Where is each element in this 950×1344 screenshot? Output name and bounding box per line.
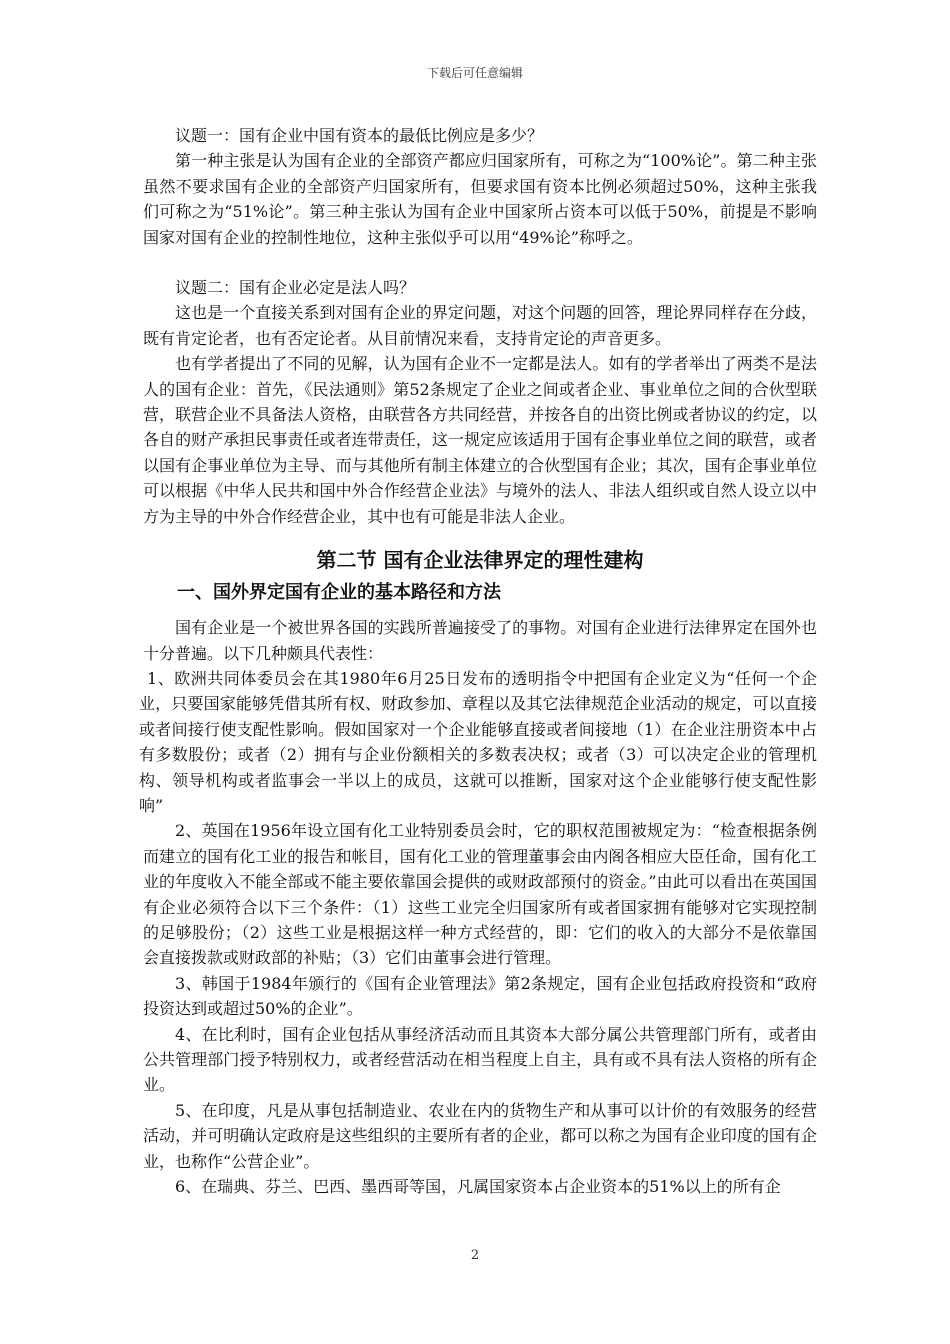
list-item-india: 5、在印度，凡是从事包括制造业、农业在内的货物生产和从事可以计价的有效服务的经营活动，并可明确认定政府是这些组织的主要所有者的企业，都可以称之为国有企业印度的国有企业，也称作“公营企业”。 (143, 1100, 817, 1171)
topic1-title: 议题一：国有企业中国有资本的最低比例应是多少？ (175, 126, 544, 145)
paragraph-gap (143, 250, 817, 275)
topic2-paragraph-1: 这也是一个直接关系到对国有企业的界定问题，对这个问题的回答，理论界同样存在分歧，既有肯定论者，也有否定论者。从目前情况来看，支持肯定论的声音更多。 (143, 303, 817, 348)
list-item-belgium: 4、在比利时，国有企业包括从事经济活动而且其资本大部分属公共管理部门所有，或者由公共管理部门授予特别权力，或者经营活动在相当程度上自主，具有或不具有法人资格的所有企业。 (143, 1024, 817, 1095)
topic2-title: 议题二：国有企业必定是法人吗？ (175, 278, 416, 298)
list-item-eec: 1、欧洲共同体委员会在其1980年6月25日发布的透明指令中把国有企业定义为“任何一个企业，只要国家能够凭借其所有权、财政参加、章程以及其它法律规范企业活动的规定，可以直接或者间接行使支配性影响。假如国家对一个企业能够直接或者间接地（1）在企业注册资本中占有多数股份；或者（2）拥有与企业份额相关的多数表决权；或者（3）可以决定企业的管理机构、领导机构或者监事会一半以上的成员，这就可以推断，国家对这个企业能够行使支配性影响” (139, 668, 817, 815)
topic2-paragraph-2: 也有学者提出了不同的见解，认为国有企业不一定都是法人。如有的学者举出了两类不是法人的国有企业：首先，《民法通则》第52条规定了企业之间或者企业、事业单位之间的合伙型联营，联营企业不具备法人资格，由联营各方共同经营，并按各自的出资比例或者协议的约定，以各自的财产承担民事责任或者连带责任，这一规定应该适用于国有企事业单位之间的联营，或者以国有企事业单位为主导、而与其他所有制主体建立的合伙型国有企业；其次，国有企事业单位可以根据《中华人民共和国中外合作经营企业法》与境外的法人、非法人组织或自然人设立以中方为主导的中外合作经营企业，其中也有可能是非法人企业。 (143, 354, 817, 526)
list-item-uk: 2、英国在1956年设立国有化工业特别委员会时，它的职权范围被规定为：“检查根据条例而建立的国有化工业的报告和帐目，国有化工业的管理董事会由内阁各相应大臣任命，国有化工业的年度收入不能全部或不能主要依靠国会提供的或财政部预付的资金。”由此可以看出在英国国有企业必须符合以下三个条件：（1）这些工业完全归国家所有或者国家拥有能够对它实现控制的足够股份；（2）这些工业是根据这样一种方式经营的，即：它们的收入的大部分不是依靠国会直接拨款或财政部的补贴；（3）它们由董事会进行管理。 (143, 821, 817, 968)
topic1-paragraph: 第一种主张是认为国有企业的全部资产都应归国家所有，可称之为“100%论”。第二种主张虽然不要求国有企业的全部资产归国家所有，但要求国有资本比例必须超过50%，这种主张我们可称之为“51%论”。第三种主张认为国有企业中国家所占资本可以低于50%，前提是不影响国家对国有企业的控制性地位，这种主张似乎可以用“49%论”称呼之。 (143, 151, 817, 247)
list-item-korea: 3、韩国于1984年颁行的《国有企业管理法》第2条规定，国有企业包括政府投资和“政府投资达到或超过50%的企业”。 (143, 973, 817, 1019)
list-item-others: 6、在瑞典、芬兰、巴西、墨西哥等国，凡属国家资本占企业资本的51%以上的所有企 (175, 1177, 781, 1197)
section-intro: 国有企业是一个被世界各国的实践所普遍接受了的事物。对国有企业进行法律界定在国外也十分普遍。以下几种颇具代表性： (143, 618, 817, 663)
document-body (139, 123, 817, 1199)
page-number: 2 (470, 1248, 480, 1263)
section-subtitle: 一、国外界定国有企业的基本路径和方法 (177, 582, 501, 604)
page-header: 下载后可任意编辑 (426, 66, 523, 80)
section-title: 第二节 国有企业法律界定的理性建构 (316, 548, 644, 573)
